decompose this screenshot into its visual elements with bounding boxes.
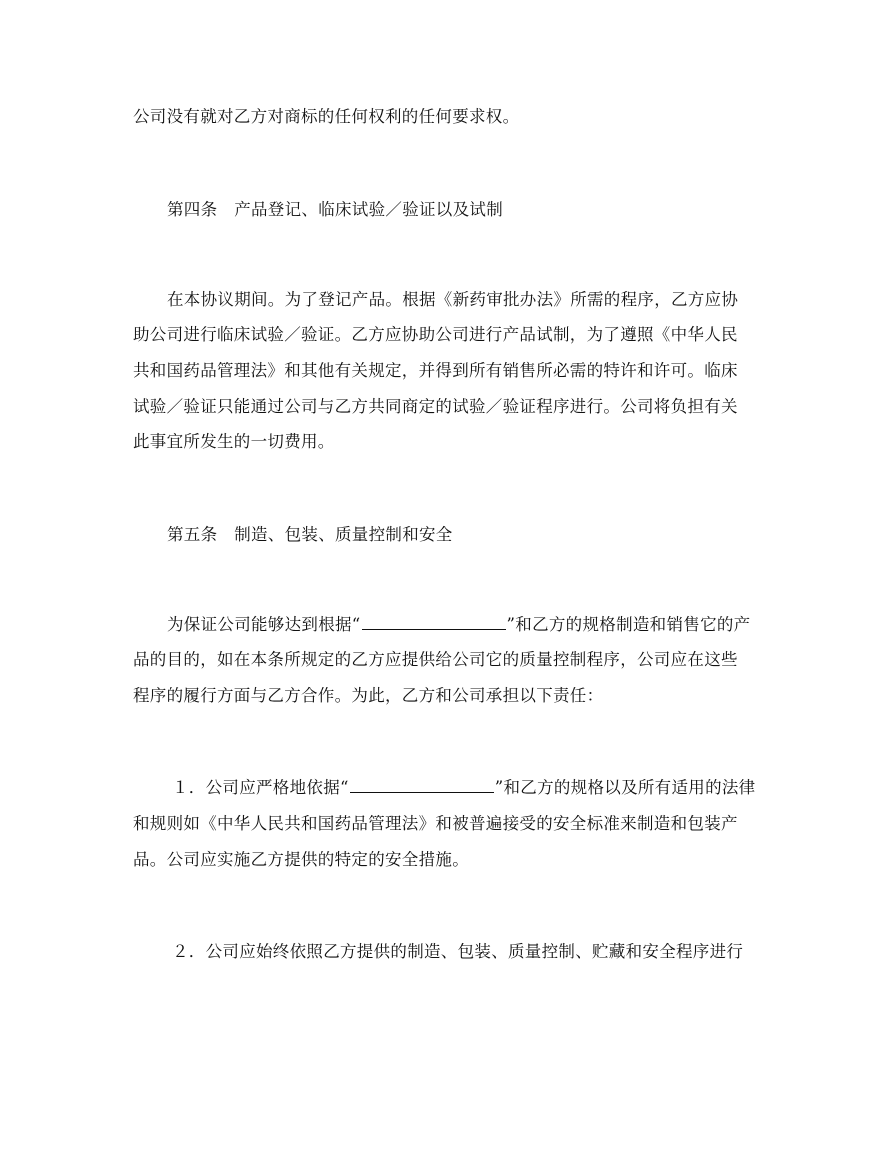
paragraph-line: 程序的履行方面与乙方合作。为此，乙方和公司承担以下责任： <box>133 686 604 705</box>
paragraph-line <box>167 615 750 635</box>
text-segment: ”和乙方的规格制造和销售它的产 <box>506 615 751 634</box>
paragraph-line: 共和国药品管理法》和其他有关规定，并得到所有销售所必需的特许和许可。临床 <box>133 361 738 380</box>
text-segment: 为保证公司能够达到根据“ <box>167 615 361 634</box>
fill-in-blank <box>362 615 506 630</box>
paragraph-line: 试验／验证只能通过公司与乙方共同商定的试验／验证程序进行。公司将负担有关 <box>133 397 738 416</box>
paragraph-line: 在本协议期间。为了登记产品。根据《新药审批办法》所需的程序，乙方应协 <box>167 290 739 309</box>
article-4-heading: 第四条 产品登记、临床试验／验证以及试制 <box>167 200 503 219</box>
fill-in-blank <box>350 778 494 793</box>
paragraph-line: 和规则如《中华人民共和国药品管理法》和被普遍接受的安全标准来制造和包装产 <box>133 814 738 833</box>
list-item-1 <box>172 778 756 798</box>
paragraph-line: 公司没有就对乙方对商标的任何权利的任何要求权。 <box>133 107 520 126</box>
paragraph-line: 助公司进行临床试验／验证。乙方应协助公司进行产品试制，为了遵照《中华人民 <box>133 325 738 344</box>
list-item-2: ２．公司应始终依照乙方提供的制造、包装、质量控制、贮藏和安全程序进行 <box>172 942 744 961</box>
text-segment: １．公司应严格地依据“ <box>172 778 349 797</box>
paragraph-line: 品的目的，如在本条所规定的乙方应提供给公司它的质量控制程序，公司应在这些 <box>133 650 738 669</box>
article-5-heading: 第五条 制造、包装、质量控制和安全 <box>167 525 453 544</box>
paragraph-line: 品。公司应实施乙方提供的特定的安全措施。 <box>133 850 469 869</box>
paragraph-line: 此事宜所发生的一切费用。 <box>133 432 335 451</box>
text-segment: ”和乙方的规格以及所有适用的法律 <box>494 778 756 797</box>
